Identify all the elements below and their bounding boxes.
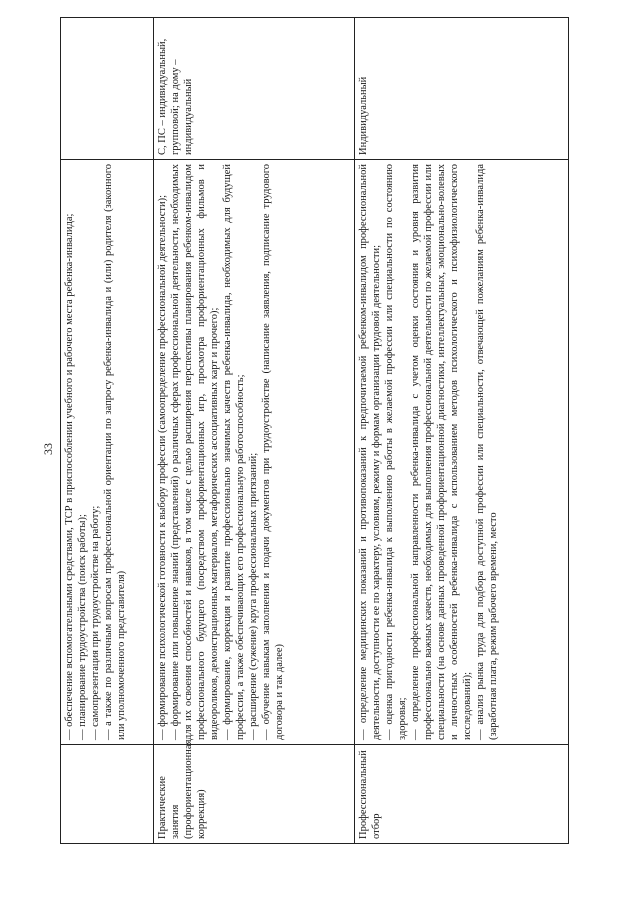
form-cell	[61, 18, 154, 160]
content-cell	[355, 160, 569, 745]
content-line: — анализ рынка труда для подбора доступной профессии или специальности, отвечающей пожеланиям ребенка-инвалида (заработная плата, режим рабочего времени, место	[475, 164, 499, 740]
page-number: 33	[41, 443, 55, 455]
content-line: — формирование психологической готовности к выбору профессии (самоопределение профессиональной деятельности);	[157, 194, 168, 740]
content-cell	[154, 160, 355, 745]
content-line: — обеспечение вспомогательными средствами, ТСР в приспособлении учебного и рабочего места ребенка-инвалида;	[64, 213, 75, 740]
table-row	[355, 18, 569, 844]
stage-cell: Практические занятия (профориентационная коррекция)	[154, 745, 355, 844]
content-line: — расширение (сужение) круга профессиональных притязаний;	[248, 452, 259, 740]
content-line: — формирование, коррекция и развитие профессионально значимых качеств ребенка-инвалида, необходимых для будущей профессии, а также обеспечивающих его профессиональную работоспособность;	[222, 164, 246, 740]
content-line: — определение медицинских показаний и противопоказаний к предпочитаемой ребенком-инвалидом профессиональной деятельности, доступности ее по характеру, условиям, режиму и формам организации трудовой деятельности;	[358, 164, 382, 740]
content-line: — планирование трудоустройства (поиск работы);	[77, 514, 88, 740]
content-line: — определение профессиональной направленности ребенка-инвалида с учетом оценки состояния и уровня развития профессионально важных качеств, необходимых для выполнения профессиональной деятельности по желаемой профессии или специальности (на основе данных проведенной профориентационной диагностики, интеллектуальных, эмоционально-волевых и личностных особенностей ребенка-инвалида с использованием методов психологического и психофизиологического исследований);	[410, 164, 473, 740]
rehabilitation-measures-table	[60, 17, 569, 844]
content-line: — формирование или повышение знаний (представлений) о различных сферах профессиональной деятельности, необходимых для их освоения способностей и навыков, в том числе с целью расширения перспективы планирования ребенком-инвалидом профессионального будущего (посредством профориентационных игр, просмотра профориентационных фильмов и видеороликов, демонстрационных материалов, метафорических ассоциативных карт и прочего);	[170, 164, 220, 740]
stage-cell	[61, 745, 154, 844]
form-cell: С, ПС – индивидуальный, групповой; на дому – индивидуальный	[154, 18, 355, 160]
content-cell	[61, 160, 154, 745]
form-cell: Индивидуальный	[355, 18, 569, 160]
stage-cell: Профессиональный отбор	[355, 745, 569, 844]
table-row	[61, 18, 154, 844]
content-line: — самопрезентация при трудоустройстве на работу;	[90, 505, 101, 740]
content-line: — а также по различным вопросам профессиональной ориентации по запросу ребенка-инвалида и (или) родителя (законного или уполномоченного представителя)	[103, 164, 127, 740]
content-line: — оценка пригодности ребенка-инвалида к выполнению работы в желаемой профессии или специальности по состоянию здоровья;	[384, 164, 408, 740]
table-row	[154, 18, 355, 844]
content-line: — обучение навыкам заполнения и подачи документов при трудоустройстве (написание заявления, подписание трудового договора и так далее)	[261, 164, 285, 740]
